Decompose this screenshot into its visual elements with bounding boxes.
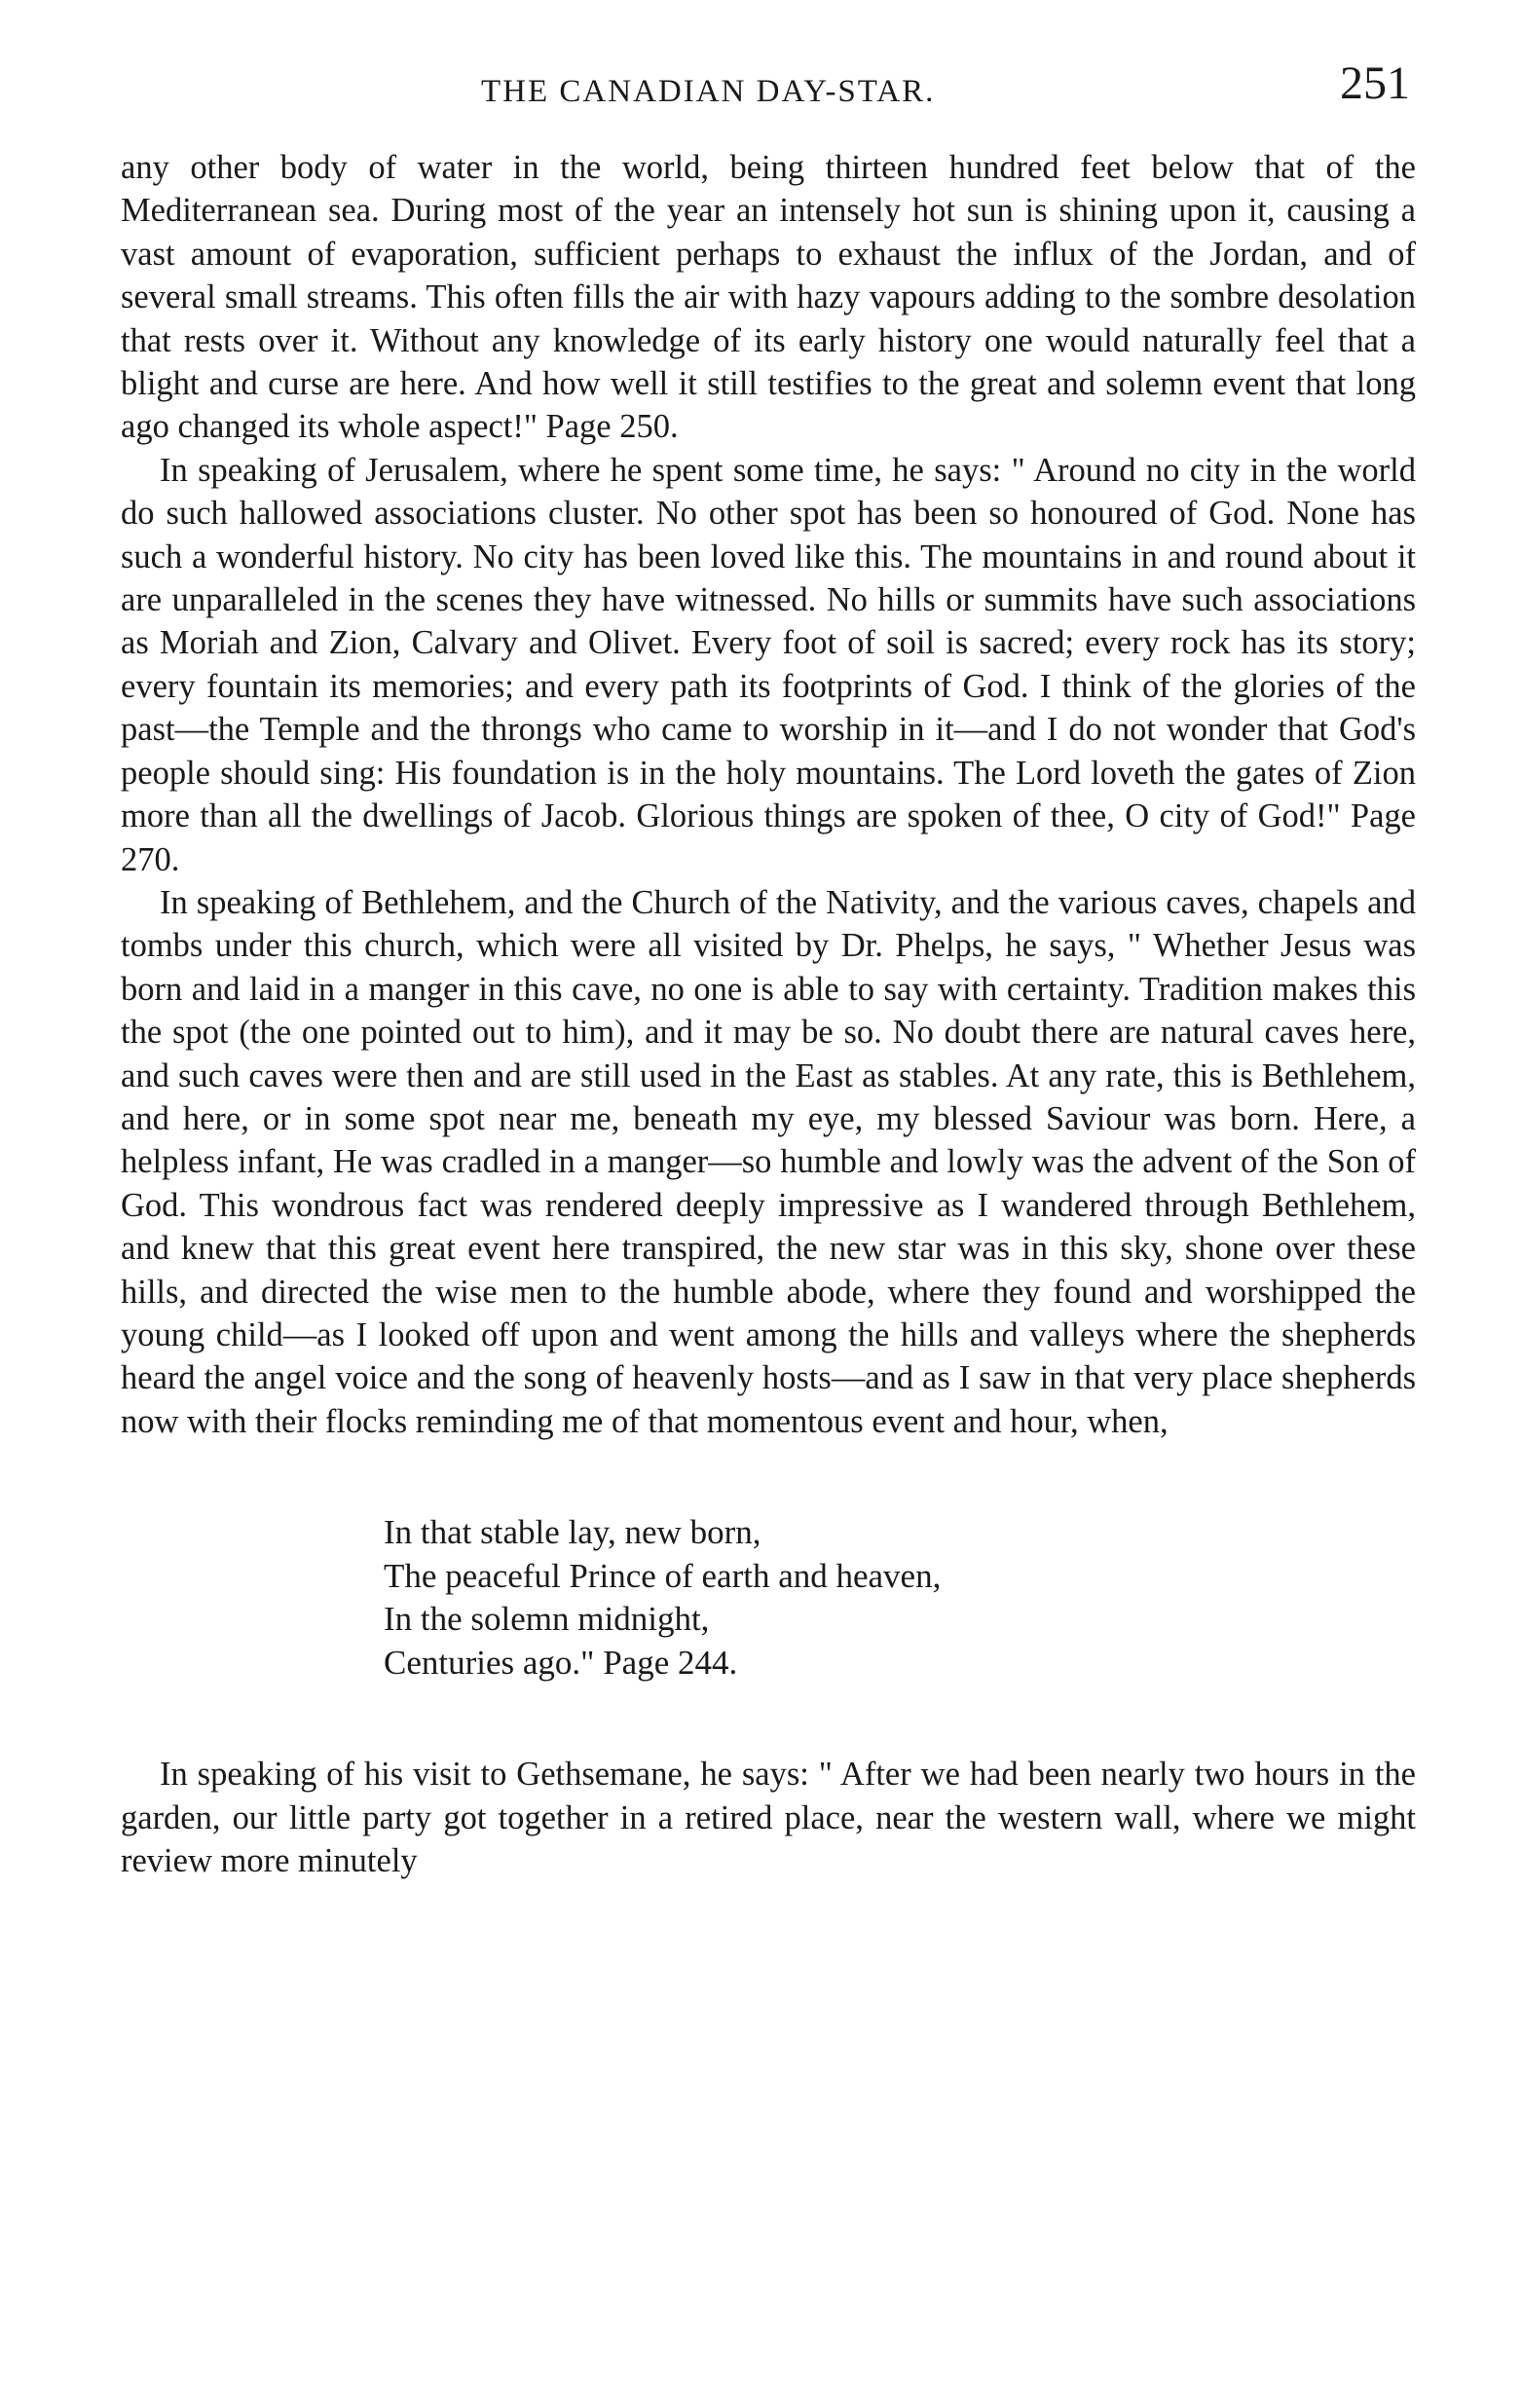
poem-line: Centuries ago." Page 244.	[384, 1643, 738, 1682]
paragraph-gethsemane: In speaking of his visit to Gethsemane, he says: " After we had been nearly two hours in the garden, our little party got together in a retired place, near the western wall, where we might review more minutely	[121, 1756, 1416, 1879]
paragraph-bethlehem: In speaking of Bethlehem, and the Church of the Nativity, and the various caves, chapels and tombs under this church, which were all visited by Dr. Phelps, he says, " Whether Jesus was born and laid in a manger in this cave, no one is able to say with certainty. Tradition makes this the spot (the one pointed out to him), and it may be so. No doubt there are natural caves here, and such caves were then and are still used in the East as stables. At any rate, this is Bethlehem, and here, or in some spot near me, beneath my eye, my blessed Saviour was born. Here, a helpless infant, He was cradled in a manger—so humble and lowly was the advent of the Son of God. This wondrous fact was rendered deeply impressive as I wandered through Bethlehem, and knew that this great event here transpired, the new star was in this sky, shone over these hills, and directed the wise men to the humble abode, where they found and worshipped the young child—as I looked off upon and went among the hills and valleys where the shepherds heard the angel voice and the song of heavenly hosts—and as I saw in that very place shepherds now with their flocks reminding me of that momentous event and hour, when,	[121, 883, 1416, 1440]
page-number: 251	[1340, 57, 1410, 109]
poem-line: In the solemn midnight,	[384, 1600, 710, 1639]
poem-quotation	[384, 1511, 1416, 1685]
paragraph-jerusalem: In speaking of Jerusalem, where he spent some time, he says: " Around no city in the world do such hallowed associations cluster. No other spot has been so honoured of God. None has such a wonderful history. No city has been loved like this. The mountains in and round about it are unparalleled in the scenes they have witnessed. No hills or summits have such associations as Moriah and Zion, Calvary and Olivet. Every foot of soil is sacred; every rock has its story; every fountain its memories; and every path its footprints of God. I think of the glories of the past—the Temple and the throngs who came to worship in it—and I do not wonder that God's people should sing: His foundation is in the holy mountains. The Lord loveth the gates of Zion more than all the dwellings of Jacob. Glorious things are spoken of thee, O city of God!" Page 270.	[121, 451, 1416, 878]
book-page	[121, 56, 1416, 1882]
body-text	[121, 146, 1416, 1882]
poem-line: The peaceful Prince of earth and heaven,	[384, 1556, 942, 1595]
paragraph-dead-sea: any other body of water in the world, being thirteen hundred feet below that of the Mediterranean sea. During most of the year an intensely hot sun is shining upon it, causing a vast amount of evaporation, sufficient perhaps to exhaust the influx of the Jordan, and of several small streams. This often fills the air with hazy vapours adding to the sombre desolation that rests over it. Without any knowledge of its early history one would naturally feel that a blight and curse are here. And how well it still testifies to the great and solemn event that long ago changed its whole aspect!" Page 250.	[121, 149, 1416, 446]
running-title: THE CANADIAN DAY-STAR.	[481, 74, 936, 109]
poem-line: In that stable lay, new born,	[384, 1513, 761, 1552]
page-header	[121, 56, 1416, 115]
